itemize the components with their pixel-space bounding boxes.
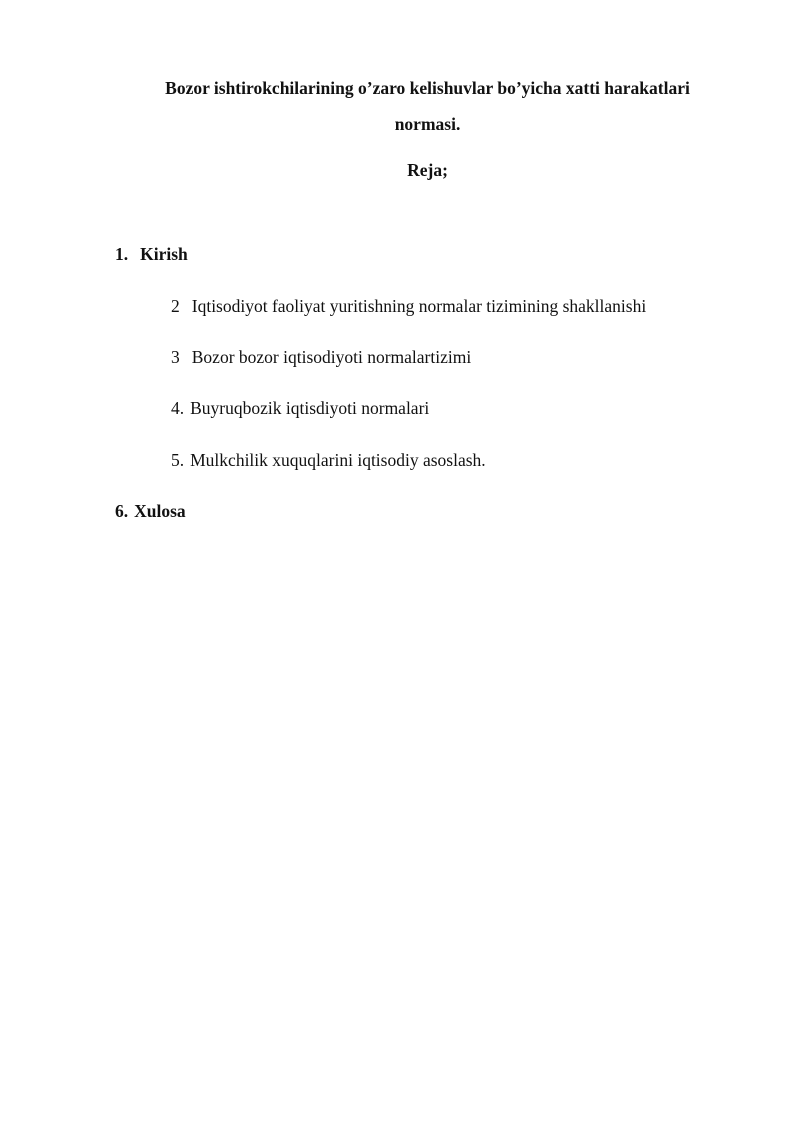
plan-item-number: 4. xyxy=(171,398,185,418)
plan-item-number: 5. xyxy=(171,450,185,470)
plan-item-2 xyxy=(171,294,646,318)
plan-item-number: 2 xyxy=(171,296,180,316)
plan-item-6 xyxy=(115,499,186,523)
plan-item-text: Bozor bozor iqtisodiyoti normalartizimi xyxy=(191,347,472,367)
plan-item-number: 1. xyxy=(115,244,129,264)
plan-item-4 xyxy=(171,396,429,420)
plan-item-text: Mulkchilik xuquqlarini iqtisodiy asoslash. xyxy=(190,450,486,470)
plan-item-3 xyxy=(171,345,471,369)
plan-item-text: Xulosa xyxy=(134,501,186,521)
title-line-1: Bozor ishtirokchilarining o’zaro kelishuvlar bo’yicha xatti harakatlari xyxy=(165,78,690,98)
title-line-2: normasi. xyxy=(394,114,461,134)
plan-item-5 xyxy=(171,448,486,472)
plan-item-text: Kirish xyxy=(140,244,188,264)
plan-item-text: Buyruqbozik iqtisdiyoti normalari xyxy=(190,398,430,418)
plan-item-1 xyxy=(115,242,188,266)
document-title xyxy=(110,70,745,142)
plan-item-number: 6. xyxy=(115,501,129,521)
plan-item-number: 3 xyxy=(171,347,180,367)
plan-heading: Reja; xyxy=(407,160,448,180)
plan-item-text: Iqtisodiyot faoliyat yuritishning normalar tizimining shakllanishi xyxy=(191,296,647,316)
